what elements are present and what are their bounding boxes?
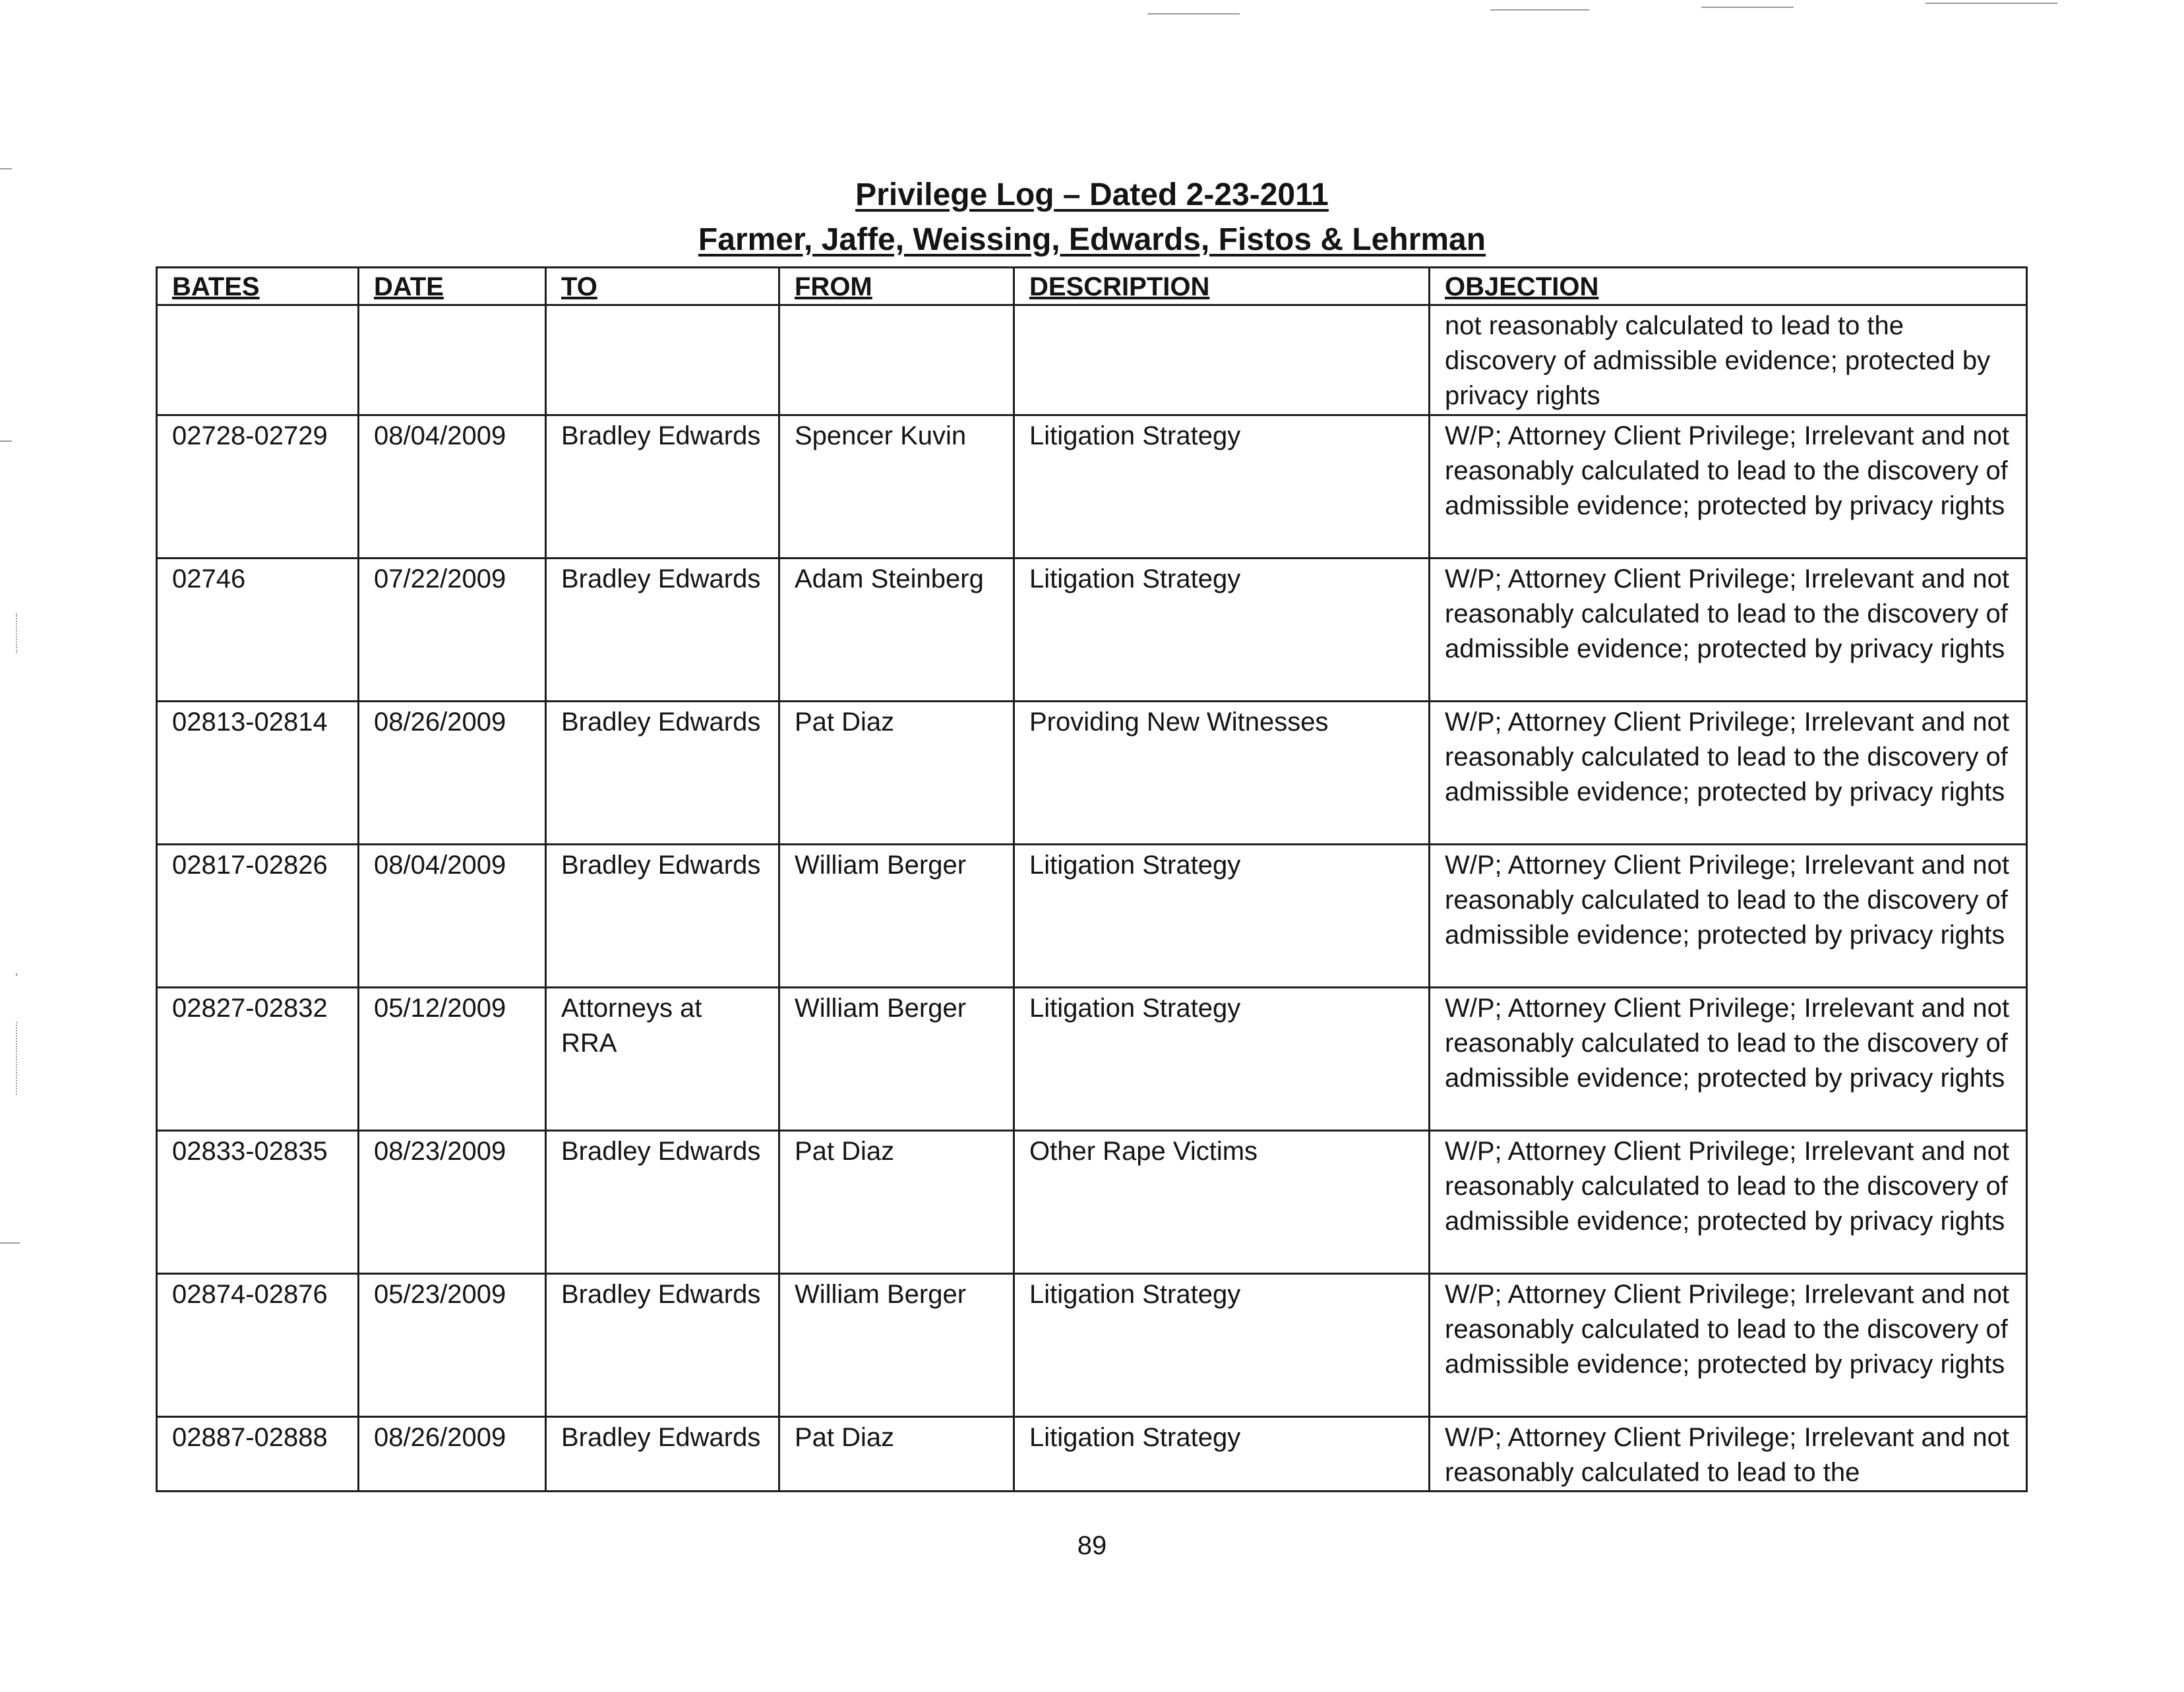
cell-description: Litigation Strategy (1014, 1417, 1430, 1492)
title-line-1: Privilege Log – Dated 2-23-2011 (855, 177, 1329, 212)
table-row (157, 1131, 2027, 1274)
cell-to: Bradley Edwards (546, 415, 779, 559)
table-row (157, 305, 2027, 415)
cell-to: Attorneys at RRA (546, 988, 779, 1131)
cell-from: William Berger (779, 988, 1014, 1131)
cell-date: 08/26/2009 (359, 702, 546, 845)
scan-artifact (16, 1022, 18, 1095)
scan-artifact (1147, 13, 1240, 15)
cell-objection: W/P; Attorney Client Privilege; Irrelevant and not reasonably calculated to lead to the discovery of admissible evidence; protected by privacy rights (1430, 559, 2027, 702)
cell-bates: 02746 (157, 559, 359, 702)
cell-objection: W/P; Attorney Client Privilege; Irrelevant and not reasonably calculated to lead to the (1430, 1417, 2027, 1492)
cell-description (1014, 305, 1430, 415)
cell-date (359, 305, 546, 415)
cell-date: 08/04/2009 (359, 845, 546, 988)
cell-to (546, 305, 779, 415)
cell-objection: W/P; Attorney Client Privilege; Irrelevant and not reasonably calculated to lead to the discovery of admissible evidence; protected by privacy rights (1430, 702, 2027, 845)
cell-from: William Berger (779, 1274, 1014, 1417)
table-header-row (157, 268, 2027, 305)
table-row (157, 845, 2027, 988)
cell-description: Litigation Strategy (1014, 845, 1430, 988)
cell-from: Adam Steinberg (779, 559, 1014, 702)
cell-bates: 02817-02826 (157, 845, 359, 988)
header-from: FROM (779, 268, 1014, 305)
header-objection: OBJECTION (1430, 268, 2027, 305)
cell-description: Litigation Strategy (1014, 559, 1430, 702)
scan-artifact (0, 168, 12, 169)
header-bates: BATES (157, 268, 359, 305)
cell-description: Providing New Witnesses (1014, 702, 1430, 845)
document-title (0, 173, 2184, 262)
header-to: TO (546, 268, 779, 305)
cell-date: 05/12/2009 (359, 988, 546, 1131)
scan-artifact (1701, 7, 1794, 8)
cell-to: Bradley Edwards (546, 702, 779, 845)
scan-artifact (1490, 9, 1589, 11)
cell-date: 08/04/2009 (359, 415, 546, 559)
cell-from: Pat Diaz (779, 1131, 1014, 1274)
cell-date: 08/26/2009 (359, 1417, 546, 1492)
table-row (157, 702, 2027, 845)
title-line-2: Farmer, Jaffe, Weissing, Edwards, Fistos & Lehrman (698, 222, 1486, 257)
cell-date: 08/23/2009 (359, 1131, 546, 1274)
cell-description: Litigation Strategy (1014, 988, 1430, 1131)
cell-date: 05/23/2009 (359, 1274, 546, 1417)
cell-from (779, 305, 1014, 415)
cell-to: Bradley Edwards (546, 559, 779, 702)
scan-artifact (16, 613, 18, 653)
table-row (157, 559, 2027, 702)
scan-artifact (16, 973, 18, 976)
cell-objection: W/P; Attorney Client Privilege; Irrelevant and not reasonably calculated to lead to the discovery of admissible evidence; protected by privacy rights (1430, 845, 2027, 988)
cell-date: 07/22/2009 (359, 559, 546, 702)
cell-bates: 02833-02835 (157, 1131, 359, 1274)
scan-artifact (1926, 3, 2057, 4)
header-description: DESCRIPTION (1014, 268, 1430, 305)
cell-to: Bradley Edwards (546, 1417, 779, 1492)
scan-artifact (0, 1242, 20, 1244)
cell-objection: W/P; Attorney Client Privilege; Irrelevant and not reasonably calculated to lead to the discovery of admissible evidence; protected by privacy rights (1430, 415, 2027, 559)
cell-bates (157, 305, 359, 415)
cell-bates: 02827-02832 (157, 988, 359, 1131)
table-row (157, 1274, 2027, 1417)
cell-objection: W/P; Attorney Client Privilege; Irrelevant and not reasonably calculated to lead to the discovery of admissible evidence; protected by privacy rights (1430, 1131, 2027, 1274)
cell-bates: 02887-02888 (157, 1417, 359, 1492)
cell-from: Pat Diaz (779, 1417, 1014, 1492)
cell-description: Litigation Strategy (1014, 415, 1430, 559)
cell-bates: 02874-02876 (157, 1274, 359, 1417)
table-row (157, 415, 2027, 559)
cell-from: William Berger (779, 845, 1014, 988)
cell-from: Spencer Kuvin (779, 415, 1014, 559)
cell-bates: 02728-02729 (157, 415, 359, 559)
cell-from: Pat Diaz (779, 702, 1014, 845)
cell-objection: W/P; Attorney Client Privilege; Irrelevant and not reasonably calculated to lead to the discovery of admissible evidence; protected by privacy rights (1430, 1274, 2027, 1417)
cell-objection: not reasonably calculated to lead to the discovery of admissible evidence; protected by privacy rights (1430, 305, 2027, 415)
table-row (157, 988, 2027, 1131)
table-row (157, 1417, 2027, 1492)
privilege-log-table (156, 266, 2028, 1492)
cell-bates: 02813-02814 (157, 702, 359, 845)
cell-objection: W/P; Attorney Client Privilege; Irrelevant and not reasonably calculated to lead to the discovery of admissible evidence; protected by privacy rights (1430, 988, 2027, 1131)
page-number: 89 (1077, 1531, 1107, 1560)
cell-description: Other Rape Victims (1014, 1131, 1430, 1274)
cell-description: Litigation Strategy (1014, 1274, 1430, 1417)
header-date: DATE (359, 268, 546, 305)
cell-to: Bradley Edwards (546, 1274, 779, 1417)
cell-to: Bradley Edwards (546, 845, 779, 988)
cell-to: Bradley Edwards (546, 1131, 779, 1274)
scan-artifact (0, 440, 12, 442)
